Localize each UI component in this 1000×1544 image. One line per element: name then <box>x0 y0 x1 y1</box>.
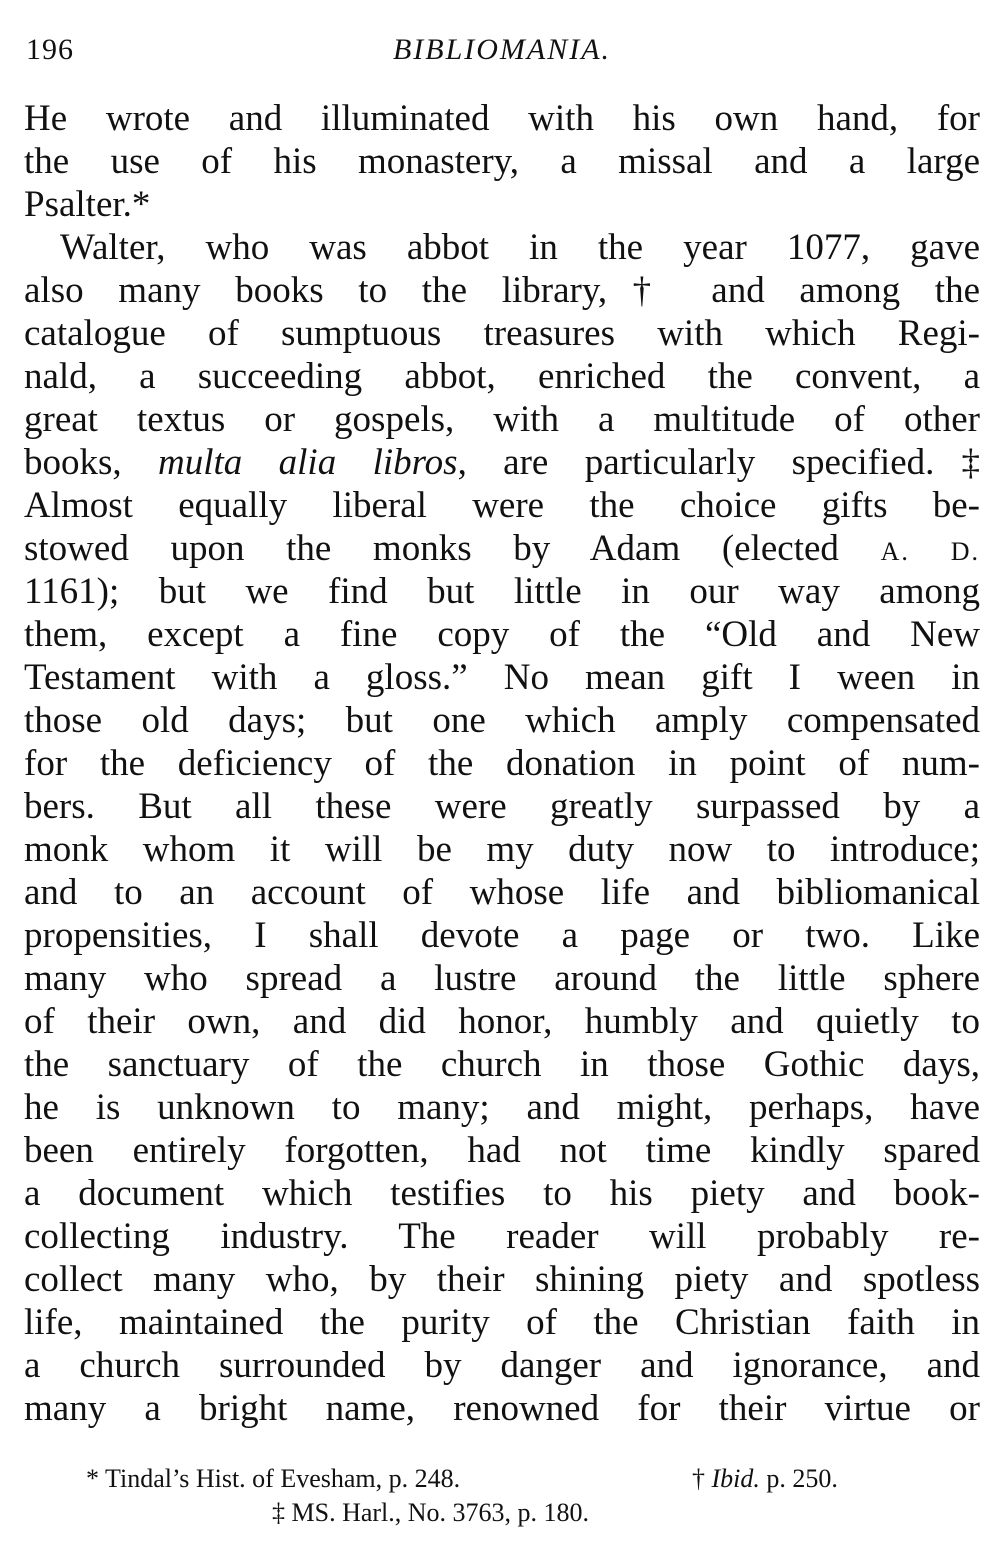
text-line: a church surrounded by danger and ignorance, and <box>24 1345 980 1386</box>
footnote-double-dagger: ‡ MS. Harl., No. 3763, p. 180. <box>272 1498 590 1527</box>
small-caps-date: A. D. <box>880 537 980 566</box>
text-line: been entirely forgotten, had not time kindly spared <box>24 1130 980 1171</box>
body-text <box>24 97 980 1430</box>
text-line: He wrote and illuminated with his own hand, for <box>24 98 980 139</box>
text-line: life, maintained the purity of the Christian faith in <box>24 1302 980 1343</box>
text-line: 1161); but we find but little in our way among <box>24 571 980 612</box>
footnote-mark: † <box>692 1464 712 1493</box>
footnote-asterisk: * Tindal’s Hist. of Evesham, p. 248. <box>86 1464 461 1493</box>
text-line: of their own, and did honor, humbly and quietly to <box>24 1001 980 1042</box>
text-line: collect many who, by their shining piety and spotless <box>24 1259 980 1300</box>
text-line: propensities, I shall devote a page or two. Like <box>24 915 980 956</box>
text-line: Testament with a gloss.” No mean gift I ween in <box>24 657 980 698</box>
text-line: Psalter.* <box>24 184 151 225</box>
footnote-dagger <box>692 1462 838 1496</box>
footnote-page: p. 250. <box>759 1464 838 1493</box>
text-line: Walter, who was abbot in the year 1077, gave <box>60 227 980 268</box>
text-line: for the deficiency of the donation in point of num- <box>24 743 980 784</box>
text-line: great textus or gospels, with a multitude of other <box>24 399 980 440</box>
text-line: a document which testifies to his piety and book- <box>24 1173 980 1214</box>
text-line: he is unknown to many; and might, perhaps, have <box>24 1087 980 1128</box>
text-line <box>24 441 980 484</box>
page-number: 196 <box>26 33 74 66</box>
text-line: Almost equally liberal were the choice gifts be- <box>24 485 980 526</box>
footnote-row <box>24 1462 980 1496</box>
text-line: the use of his monastery, a missal and a large <box>24 141 980 182</box>
text-line: and to an account of whose life and bibliomanical <box>24 872 980 913</box>
text-line: them, except a fine copy of the “Old and New <box>24 614 980 655</box>
text-line: the sanctuary of the church in those Gothic days, <box>24 1044 980 1085</box>
text-line: collecting industry. The reader will probably re- <box>24 1216 980 1257</box>
book-page <box>24 0 980 1544</box>
text-line: nald, a succeeding abbot, enriched the convent, a <box>24 356 980 397</box>
footnote-row <box>24 1496 980 1530</box>
text-line: bers. But all these were greatly surpassed by a <box>24 786 980 827</box>
footnote-ibid: Ibid. <box>711 1464 760 1493</box>
text-line: also many books to the library,† and among the <box>24 270 980 311</box>
text-segment: books, <box>24 442 159 483</box>
text-segment: , are particularly specified.‡ <box>457 442 980 483</box>
text-line: those old days; but one which amply compensated <box>24 700 980 741</box>
running-head <box>24 28 980 72</box>
text-line: many a bright name, renowned for their virtue or <box>24 1388 980 1429</box>
italic-phrase: multa alia libros <box>158 442 458 483</box>
book-title: BIBLIOMANIA. <box>392 33 612 66</box>
text-line: many who spread a lustre around the little sphere <box>24 958 980 999</box>
text-line <box>24 527 980 570</box>
text-segment: stowed upon the monks by Adam (elected <box>24 528 881 569</box>
text-line: monk whom it will be my duty now to introduce; <box>24 829 980 870</box>
text-line: catalogue of sumptuous treasures with which Regi- <box>24 313 980 354</box>
footnotes <box>24 1462 980 1530</box>
